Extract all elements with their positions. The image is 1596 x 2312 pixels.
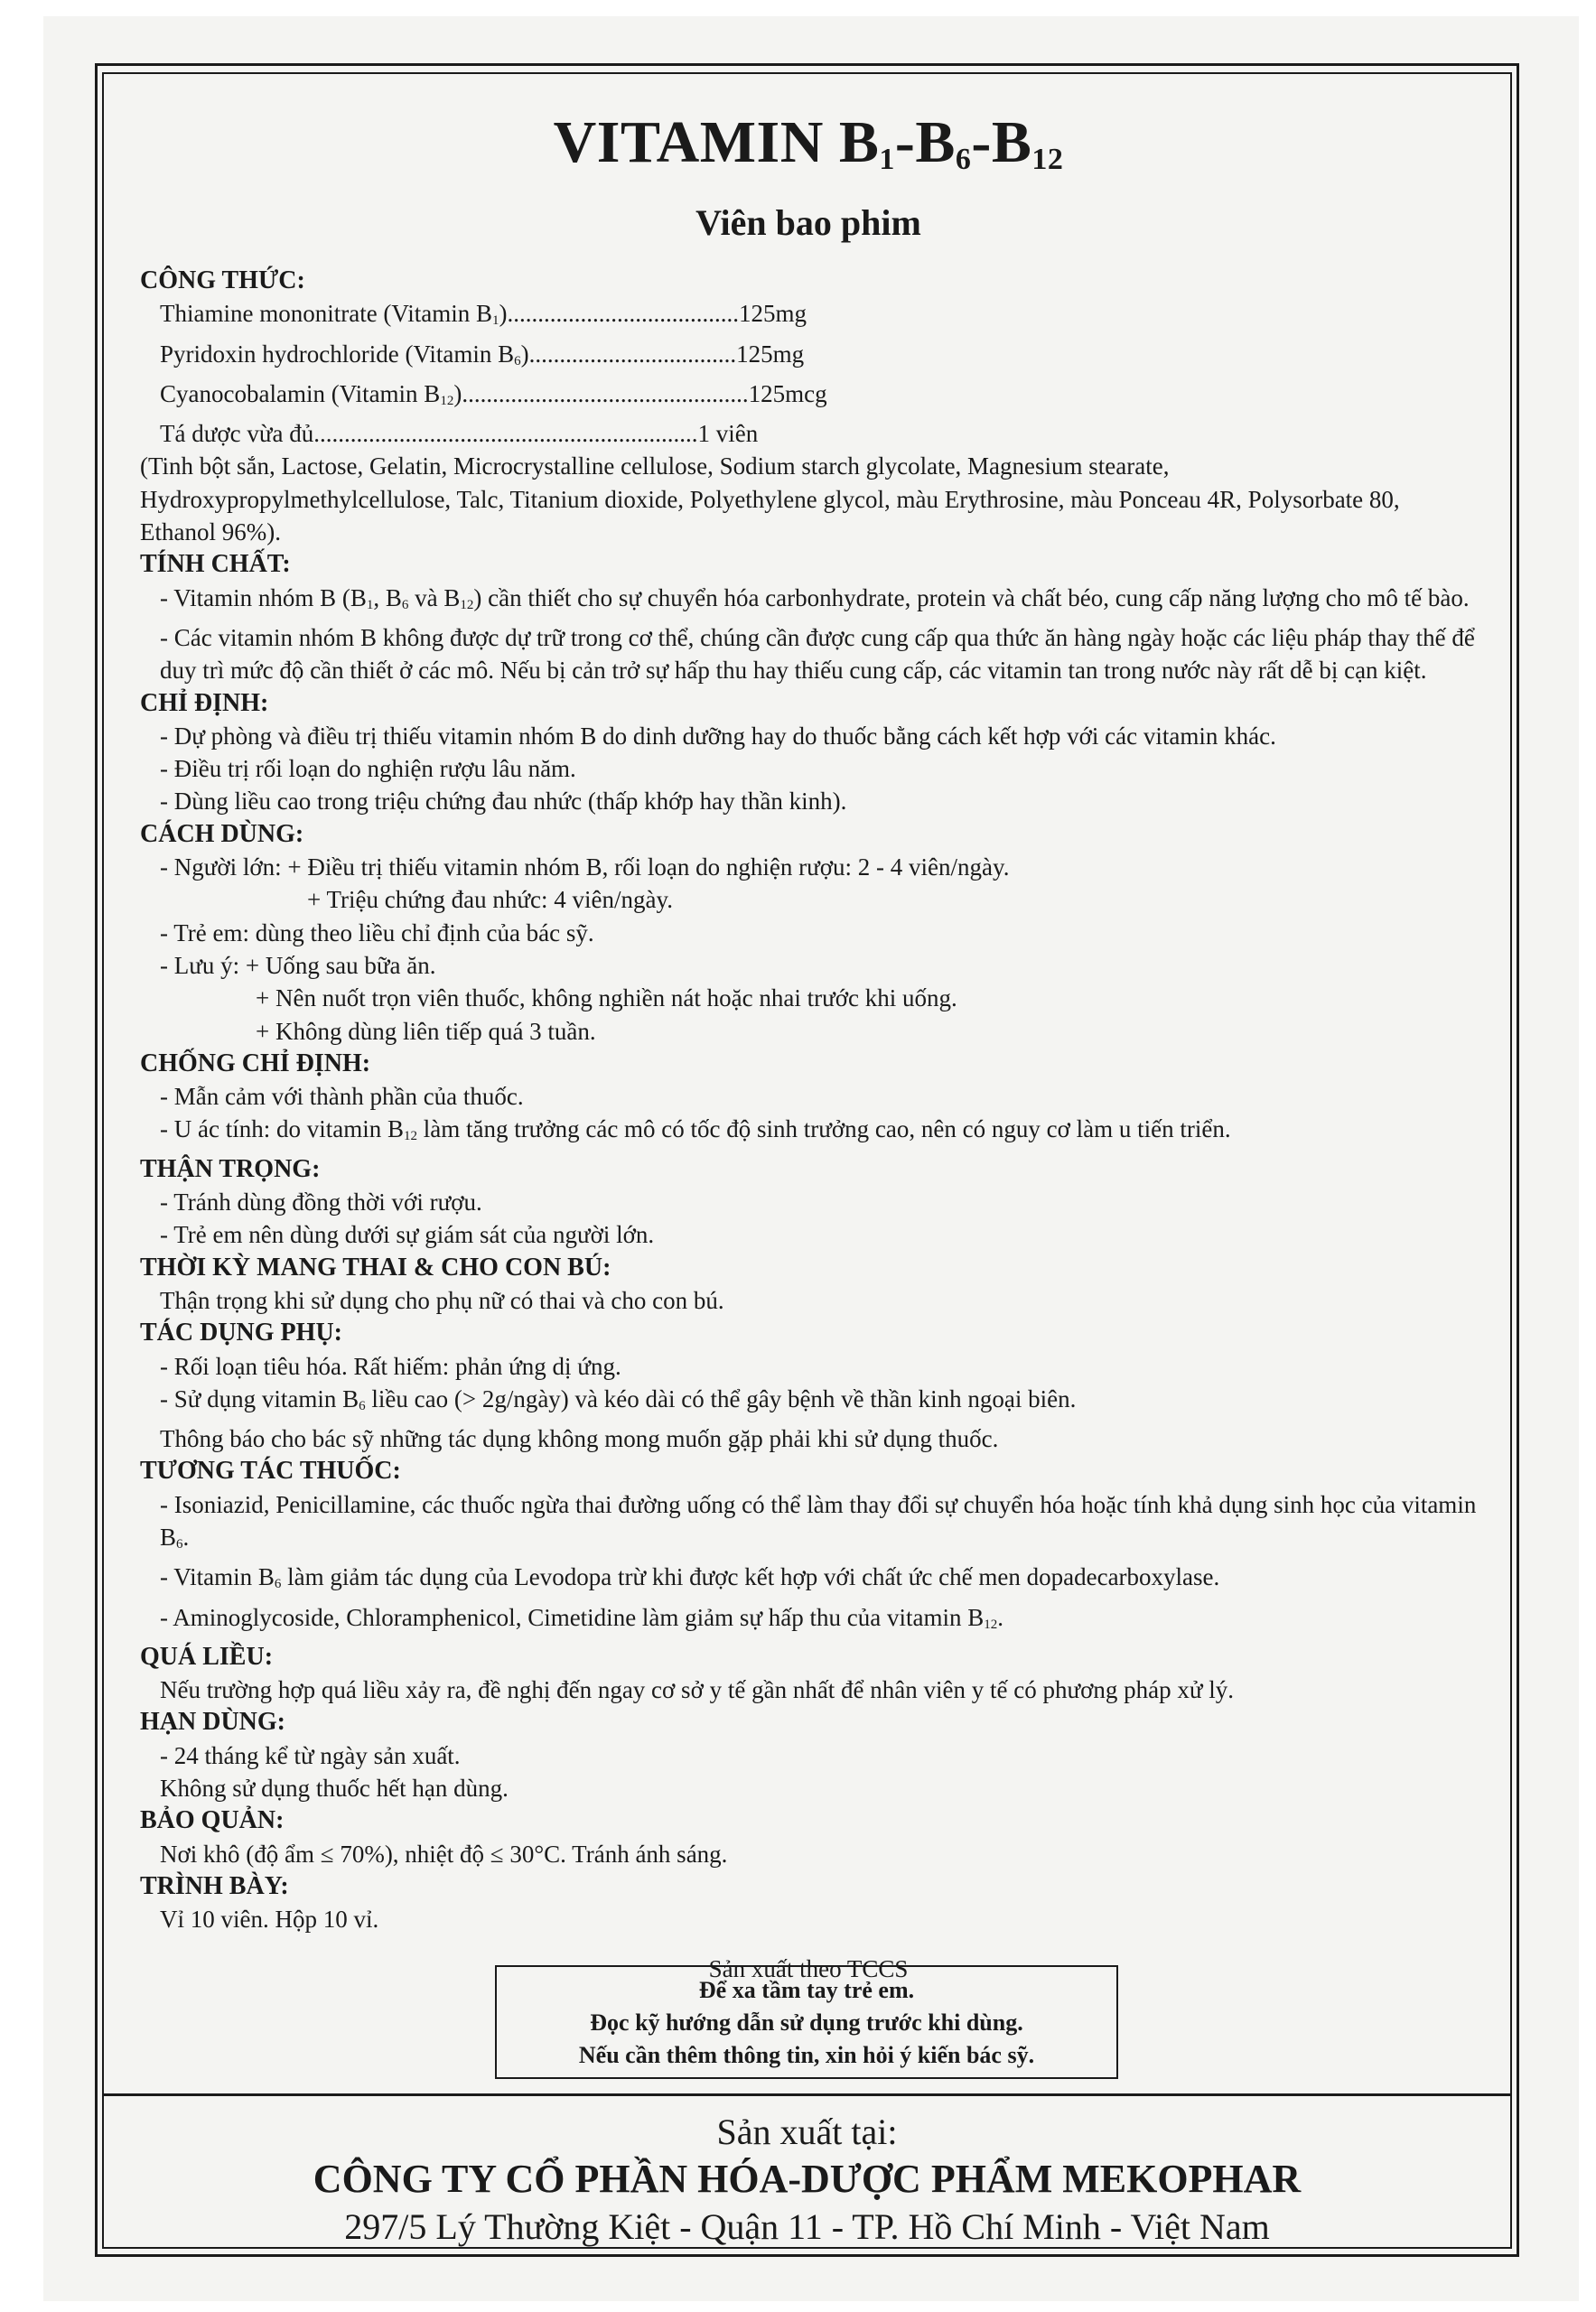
leaflet-content — [140, 108, 1477, 1985]
presentation-text: Vỉ 10 viên. Hộp 10 vỉ. — [160, 1906, 379, 1934]
ingredient-amount: 1 viên — [697, 420, 759, 448]
footer-divider — [102, 2093, 1512, 2096]
ingredient-amount: 125mcg — [748, 379, 827, 407]
title-sep-2: -B — [971, 109, 1032, 175]
expiry-item: Không sử dụng thuốc hết hạn dùng. — [160, 1775, 509, 1803]
contraindication-item: - Mẫn cảm với thành phần của thuốc. — [160, 1083, 524, 1111]
text-part: làm giảm tác dụng của Levodopa trừ khi được kết hợp với chất ức chế men dopadecarboxylase. — [281, 1563, 1220, 1591]
manufactured-at-label: Sản xuất tại: — [716, 2112, 898, 2152]
ingredient-label — [160, 417, 313, 450]
manufacturer-footer — [102, 2104, 1512, 2251]
indication-item: - Dự phòng và điều trị thiếu vitamin nhóm B do dinh dưỡng hay do thuốc bằng cách kết hợp với các vitamin khác. — [160, 722, 1276, 750]
text-sub: 12 — [460, 597, 474, 612]
dosage-child: - Trẻ em: dùng theo liều chỉ định của bác sỹ. — [160, 918, 594, 946]
storage-text: Nơi khô (độ ẩm ≤ 70%), nhiệt độ ≤ 30°C. Tránh ánh sáng. — [160, 1840, 728, 1868]
indication-item: - Dùng liều cao trong triệu chứng đau nhức (thấp khớp hay thần kinh). — [160, 788, 847, 816]
interaction-item — [140, 1561, 1477, 1600]
indications-heading: CHỈ ĐỊNH: — [140, 688, 269, 717]
text-sub: 1 — [366, 597, 374, 612]
properties-paragraph — [140, 582, 1477, 621]
text-part: . — [182, 1523, 190, 1551]
composition-heading: CÔNG THỨC: — [140, 266, 305, 294]
text-sub: 6 — [274, 1577, 282, 1592]
text-part: - Isoniazid, Penicillamine, các thuốc ngừa thai đường uống có thể làm thay đổi sự chuyển hóa hoặc tính khả dụng sinh học của vitamin B — [160, 1490, 1477, 1551]
leader-dots: ............................................................... — [313, 420, 698, 448]
overdose-text: Nếu trường hợp quá liều xảy ra, đề nghị đến ngay cơ sở y tế gần nhất để nhân viên y tế có phương pháp xử lý. — [160, 1676, 1235, 1704]
ingredient-amount: 125mg — [736, 340, 805, 368]
text-part: - Aminoglycoside, Chloramphenicol, Cimetidine làm giảm sự hấp thu của vitamin B — [160, 1603, 985, 1631]
manufacturing-standard: Sản xuất theo TCCS — [708, 1954, 909, 1982]
dosage-note: + Nên nuốt trọn viên thuốc, không nghiền nát hoặc nhai trước khi uống. — [256, 984, 957, 1012]
pregnancy-heading: THỜI KỲ MANG THAI & CHO CON BÚ: — [140, 1253, 611, 1282]
precaution-item: - Tránh dùng đồng thời với rượu. — [160, 1189, 482, 1217]
product-subtitle: Viên bao phim — [695, 202, 921, 243]
dosage-heading: CÁCH DÙNG: — [140, 819, 304, 848]
company-name: CÔNG TY CỔ PHẦN HÓA-DƯỢC PHẨM MEKOPHAR — [313, 2157, 1302, 2201]
overdose-heading: QUÁ LIỀU: — [140, 1642, 274, 1671]
text-part: liều cao (> 2g/ngày) và kéo dài có thể gây bệnh về thần kinh ngoại biên. — [365, 1384, 1077, 1412]
warning-line: Đọc kỹ hướng dẫn sử dụng trước khi dùng. — [590, 2009, 1023, 2036]
pregnancy-text: Thận trọng khi sử dụng cho phụ nữ có thai và cho con bú. — [160, 1286, 724, 1314]
text-part: - Vitamin B — [160, 1563, 275, 1591]
text-part: ) cần thiết cho sự chuyển hóa carbonhydrate, protein và chất béo, cung cấp năng lượng cho mô tế bào. — [473, 583, 1470, 611]
composition-row — [140, 417, 1477, 450]
title-text: VITAMIN B — [553, 109, 880, 175]
text-part: . — [997, 1603, 1003, 1631]
presentation-heading: TRÌNH BÀY: — [140, 1871, 289, 1900]
indication-item: - Điều trị rối loạn do nghiện rượu lâu năm. — [160, 755, 576, 783]
interaction-item — [140, 1601, 1477, 1641]
composition-row — [140, 338, 1477, 378]
warning-box — [495, 1965, 1118, 2079]
text-sub: 12 — [984, 1617, 998, 1632]
properties-heading: TÍNH CHẤT: — [140, 550, 291, 579]
precautions-heading: THẬN TRỌNG: — [140, 1154, 321, 1183]
expiry-item: - 24 tháng kể từ ngày sản xuất. — [160, 1741, 461, 1769]
ingredient-label — [160, 297, 508, 337]
text-part: - U ác tính: do vitamin B — [160, 1115, 404, 1143]
text-sub: 6 — [176, 1536, 183, 1552]
contraindication-item — [140, 1113, 1477, 1152]
ingredient-label — [160, 338, 529, 378]
text-part: - Sử dụng vitamin B — [160, 1384, 359, 1412]
precaution-item: - Trẻ em nên dùng dưới sự giám sát của người lớn. — [160, 1221, 655, 1249]
storage-heading: BẢO QUẢN: — [140, 1806, 285, 1835]
side-effect-item — [140, 1383, 1477, 1422]
ingredient-sub: 12 — [440, 393, 454, 408]
dosage-adult-pain: + Triệu chứng đau nhức: 4 viên/ngày. — [307, 886, 673, 914]
title-sep-1: -B — [894, 109, 956, 175]
text-sub: 12 — [403, 1129, 417, 1144]
ingredient-close: ) — [453, 379, 462, 407]
dosage-adult: - Người lớn: + Điều trị thiếu vitamin nhóm B, rối loạn do nghiện rượu: 2 - 4 viên/ngày. — [160, 853, 1010, 881]
dosage-note: + Không dùng liên tiếp quá 3 tuần. — [256, 1017, 596, 1045]
composition-row — [140, 378, 1477, 417]
ingredient-name: Tá dược vừa đủ — [160, 420, 314, 448]
ingredient-name: Cyanocobalamin (Vitamin B — [160, 379, 441, 407]
ingredient-close: ) — [499, 300, 508, 328]
text-part: làm tăng trưởng các mô có tốc độ sinh trưởng cao, nên có nguy cơ làm u tiến triển. — [416, 1115, 1231, 1143]
contraindications-heading: CHỐNG CHỈ ĐỊNH: — [140, 1049, 371, 1077]
title-sub-2: 6 — [955, 143, 972, 176]
text-part: và B — [408, 583, 461, 611]
dosage-note: - Lưu ý: + Uống sau bữa ăn. — [160, 951, 436, 979]
text-part: - Vitamin nhóm B (B — [160, 583, 367, 611]
ingredient-name: Thiamine mononitrate (Vitamin B — [160, 300, 493, 328]
warning-line: Nếu cần thêm thông tin, xin hỏi ý kiến bác sỹ. — [578, 2042, 1035, 2068]
expiry-heading: HẠN DÙNG: — [140, 1708, 285, 1737]
ingredient-close: ) — [520, 340, 529, 368]
text-part: , B — [373, 583, 402, 611]
ingredient-name: Pyridoxin hydrochloride (Vitamin B — [160, 340, 515, 368]
interaction-item — [140, 1488, 1477, 1562]
interactions-heading: TƯƠNG TÁC THUỐC: — [140, 1457, 401, 1486]
ingredient-sub: 1 — [492, 313, 499, 329]
side-effect-note: Thông báo cho bác sỹ những tác dụng không mong muốn gặp phải khi sử dụng thuốc. — [160, 1425, 999, 1453]
leader-dots: .................................. — [528, 340, 737, 368]
ingredient-sub: 6 — [514, 353, 521, 368]
warning-line: Để xa tầm tay trẻ em. — [698, 1977, 915, 2003]
company-address: 297/5 Lý Thường Kiệt - Quận 11 - TP. Hồ Chí Minh - Việt Nam — [344, 2206, 1270, 2247]
text-sub: 6 — [359, 1398, 366, 1413]
side-effect-item: - Rối loạn tiêu hóa. Rất hiếm: phản ứng dị ứng. — [160, 1352, 621, 1380]
leaflet-body — [140, 265, 1477, 1985]
title-sub-1: 1 — [879, 143, 895, 176]
ingredient-amount: 125mg — [739, 300, 807, 328]
ingredient-label — [160, 378, 462, 417]
title-sub-3: 12 — [1031, 143, 1064, 176]
excipients-text: (Tinh bột sắn, Lactose, Gelatin, Microcrystalline cellulose, Sodium starch glycolate, Magnesium stearate, Hydroxypropylmethylcellulose, Talc, Titanium dioxide, Polyethylene glycol, màu Erythrosine, màu Ponceau 4R, Polysorbate 80, Ethanol 96%). — [140, 452, 1400, 546]
text-sub: 6 — [401, 597, 409, 612]
product-title — [140, 108, 1477, 194]
leader-dots: ............................................... — [462, 379, 749, 407]
leader-dots: ...................................... — [507, 300, 740, 328]
properties-paragraph: - Các vitamin nhóm B không được dự trữ trong cơ thể, chúng cần được cung cấp qua thức ăn hàng ngày hoặc các liệu pháp thay thế để duy trì mức độ cần thiết ở các mô. Nếu bị cản trở sự hấp thu hay thiếu cung cấp, các vitamin tan trong nước này rất dễ bị cạn kiệt. — [160, 623, 1475, 685]
composition-row — [140, 297, 1477, 337]
side-effects-heading: TÁC DỤNG PHỤ: — [140, 1319, 342, 1347]
